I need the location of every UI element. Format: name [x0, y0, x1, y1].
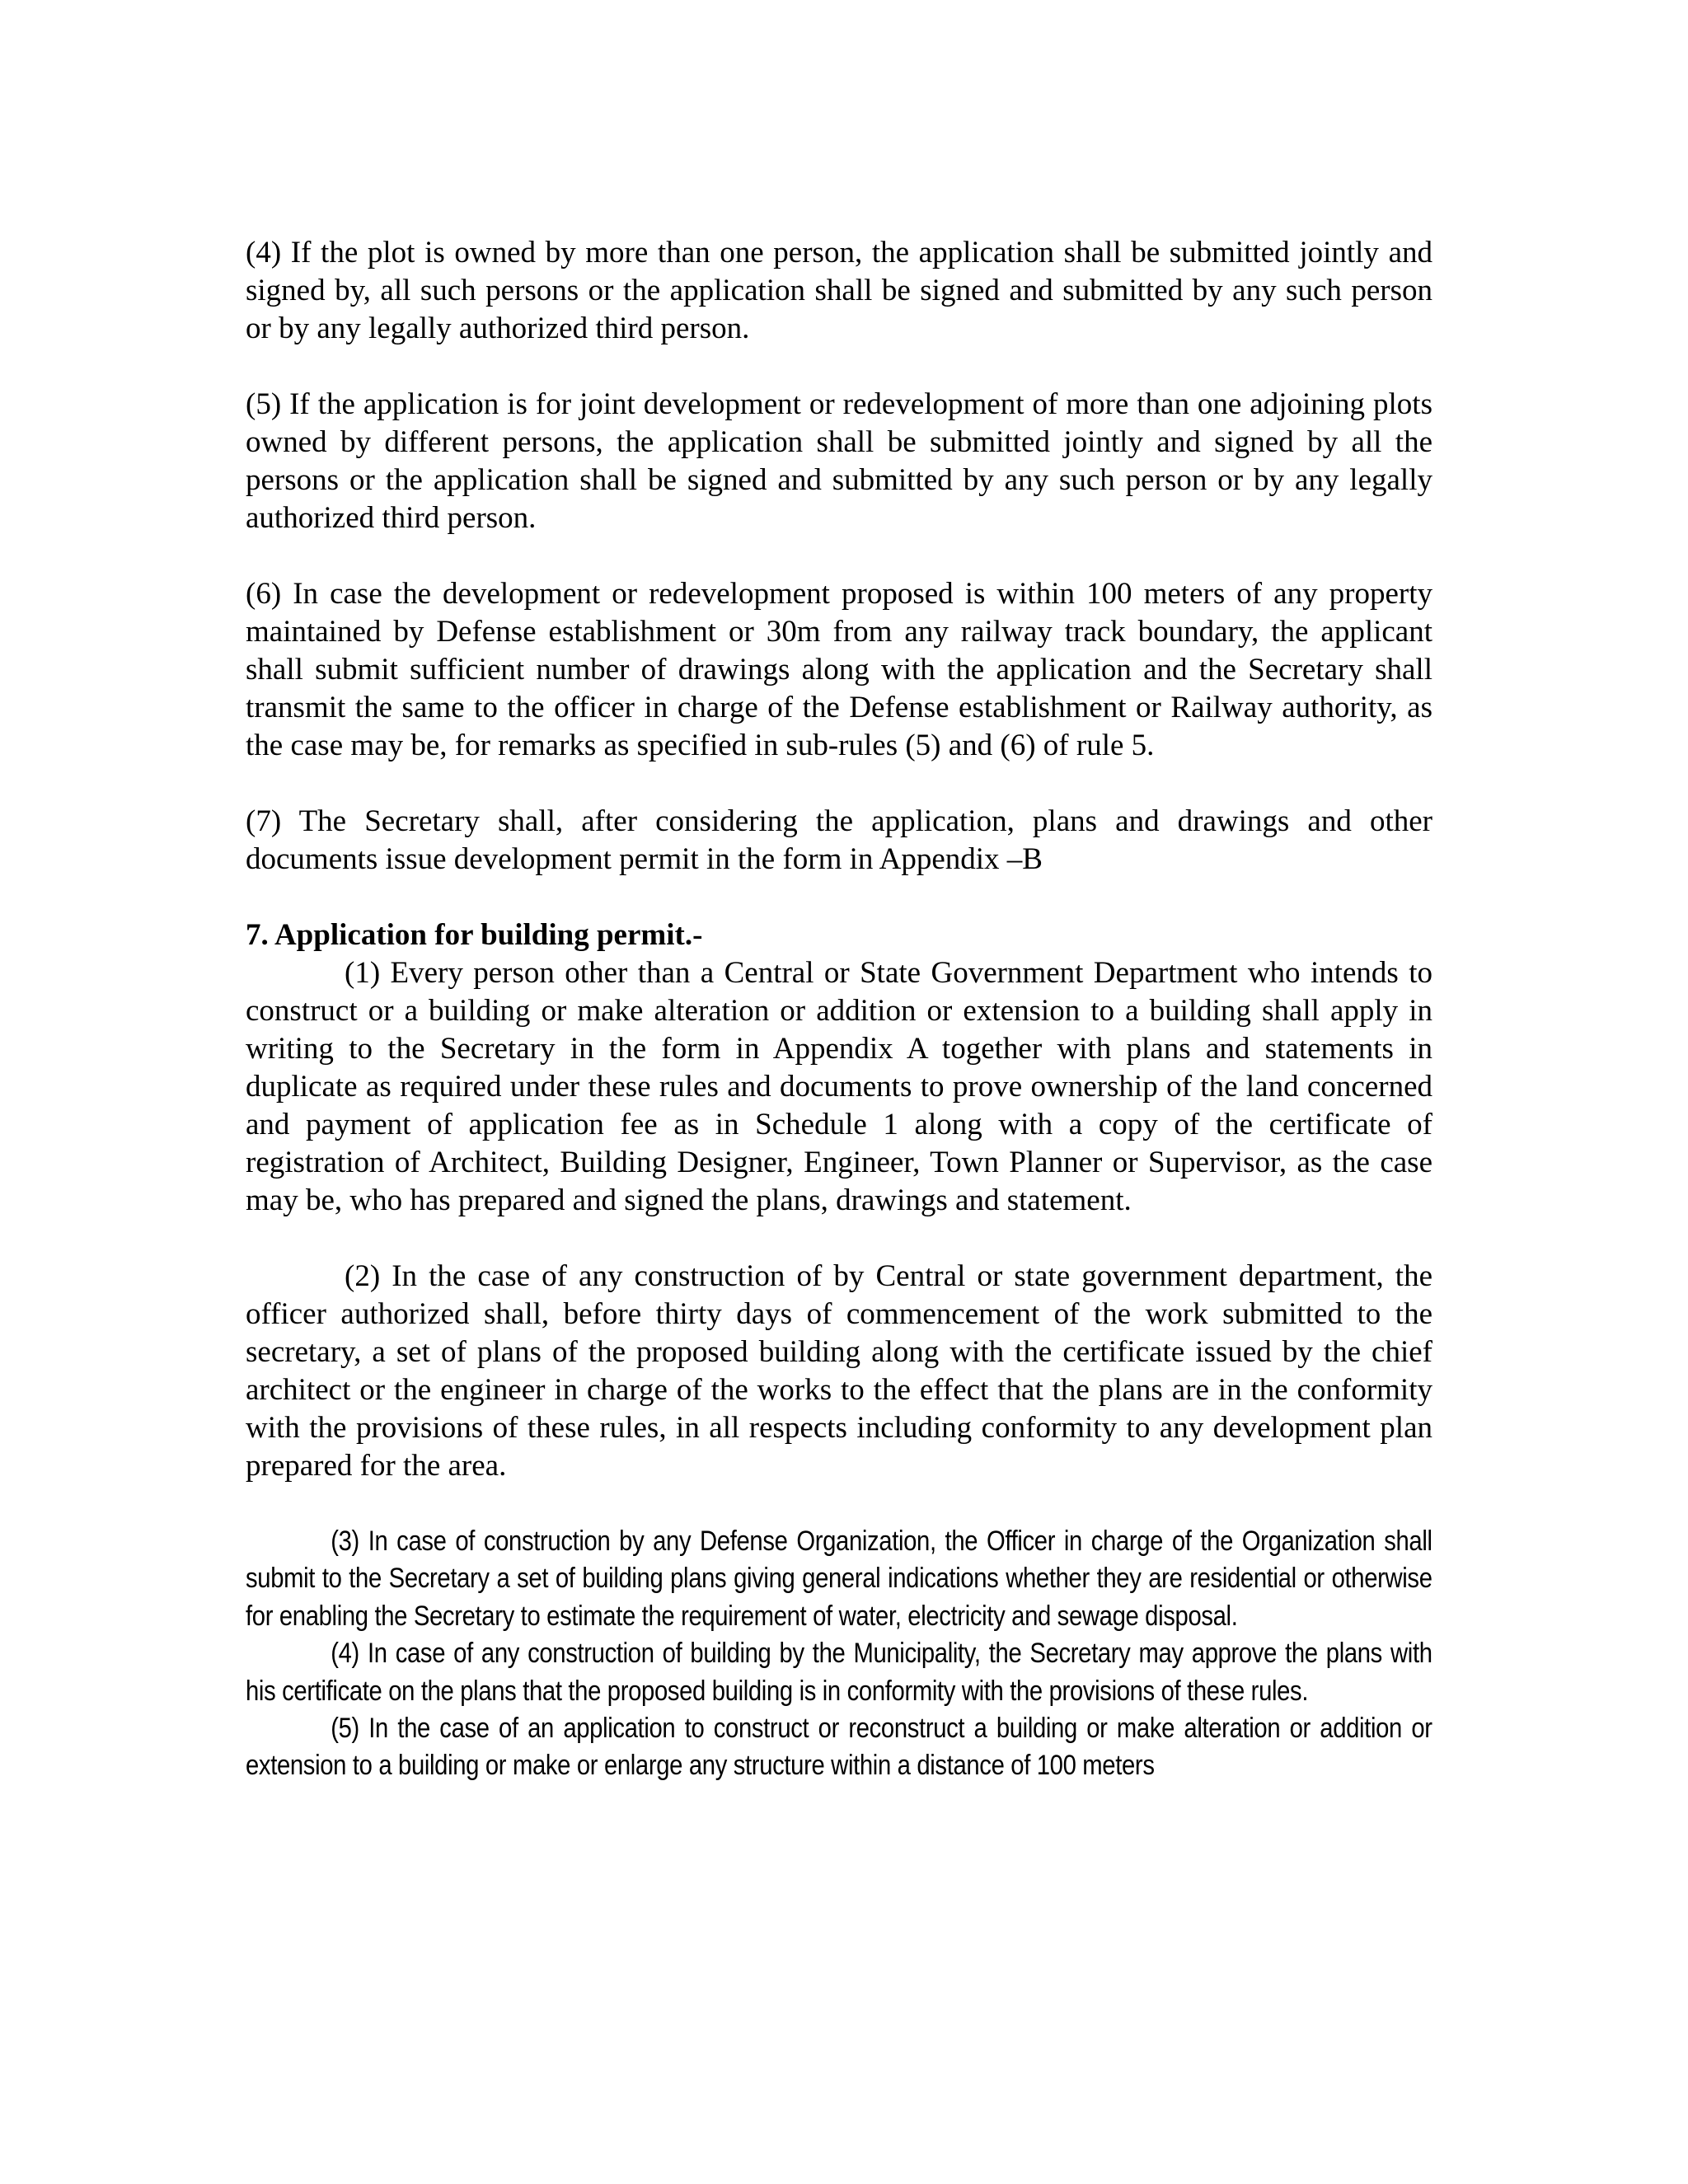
section-7-subrule-4: (4) In case of any construction of building by the Municipality, the Secretary may approve the plans with his certificate on the plans that the proposed building is in conformity with the provisions of these rules.	[246, 1638, 1432, 1707]
paragraph-gap	[246, 1485, 1432, 1523]
paragraph-4: (4) If the plot is owned by more than one person, the application shall be submitted jointly and signed by, all such persons or the application shall be signed and submitted by any such person or by any legally authorized third person.	[246, 236, 1432, 345]
section-7-subrule-2: (2) In the case of any construction of by Central or state government department, the officer authorized shall, before thirty days of commencement of the work submitted to the secretary, a set of plans of the proposed building along with the certificate issued by the chief architect or the engineer in charge of the works to the effect that the plans are in the conformity with the provisions of these rules, in all respects including conformity to any development plan prepared for the area.	[246, 1259, 1432, 1483]
paragraph-gap	[246, 348, 1432, 386]
paragraph-gap	[246, 879, 1432, 916]
section-7-subrule-5: (5) In the case of an application to construct or reconstruct a building or make alteration or addition or extension to a building or make or enlarge any structure within a distance of 100 meters	[246, 1713, 1432, 1782]
section-7-heading: 7. Application for building permit.-	[246, 918, 703, 952]
section-7-subrule-1: (1) Every person other than a Central or State Government Department who intends to construct or a building or make alteration or addition or extension to a building shall apply in writing to the Secretary in the form in Appendix A together with plans and statements in duplicate as required under these rules and documents to prove ownership of the land concerned and payment of application fee as in Schedule 1 along with a copy of the certificate of registration of Architect, Building Designer, Engineer, Town Planner or Supervisor, as the case may be, who has prepared and signed the plans, drawings and statement.	[246, 956, 1432, 1217]
narrow-text-block	[246, 1523, 1432, 1785]
paragraph-gap	[246, 1220, 1432, 1258]
paragraph-5: (5) If the application is for joint development or redevelopment of more than one adjoining plots owned by different persons, the application shall be submitted jointly and signed by all the persons or the application shall be signed and submitted by any such person or by any legally authorized third person.	[246, 387, 1432, 535]
document-body	[246, 234, 1432, 1785]
paragraph-6: (6) In case the development or redevelopment proposed is within 100 meters of any property maintained by Defense establishment or 30m from any railway track boundary, the applicant shall submit sufficient number of drawings along with the application and the Secretary shall transmit the same to the officer in charge of the Defense establishment or Railway authority, as the case may be, for remarks as specified in sub-rules (5) and (6) of rule 5.	[246, 577, 1432, 762]
paragraph-7: (7) The Secretary shall, after considering the application, plans and drawings and other documents issue development permit in the form in Appendix –B	[246, 804, 1432, 876]
section-7-subrule-3: (3) In case of construction by any Defense Organization, the Officer in charge of the Organization shall submit to the Secretary a set of building plans giving general indications whether they are residential or otherwise for enabling the Secretary to estimate the requirement of water, electricity and sewage disposal.	[246, 1526, 1432, 1632]
paragraph-gap	[246, 537, 1432, 575]
paragraph-gap	[246, 765, 1432, 803]
